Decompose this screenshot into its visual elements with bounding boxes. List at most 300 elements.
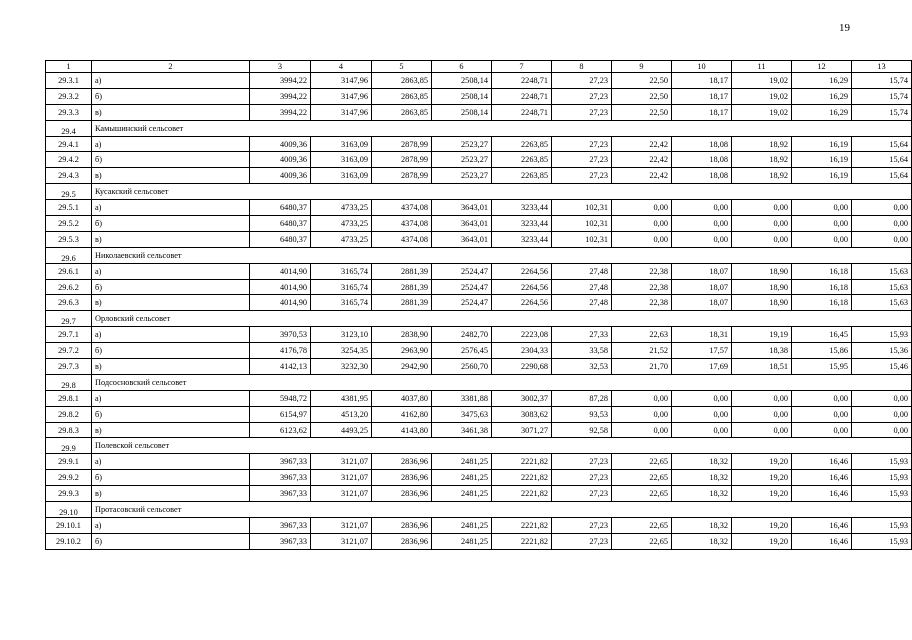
value-cell: 4493,25	[311, 422, 372, 438]
row-code: 29.9.2	[46, 470, 92, 486]
value-cell: 2863,85	[372, 73, 432, 89]
value-cell: 27,23	[552, 73, 612, 89]
row-label: б)	[92, 343, 250, 359]
value-cell: 19,02	[732, 88, 792, 104]
value-cell: 19,20	[732, 517, 792, 533]
section-blank	[250, 502, 912, 518]
value-cell: 3071,27	[492, 422, 552, 438]
value-cell: 22,42	[612, 152, 672, 168]
section-code: 29.6	[46, 247, 92, 263]
value-cell: 3643,01	[432, 200, 492, 216]
value-cell: 2304,33	[492, 343, 552, 359]
value-cell: 16,19	[792, 152, 852, 168]
row-code: 29.6.3	[46, 295, 92, 311]
row-label: в)	[92, 231, 250, 247]
value-cell: 2836,96	[372, 486, 432, 502]
table-body	[46, 61, 912, 550]
value-cell: 27,23	[552, 136, 612, 152]
row-code: 29.6.2	[46, 279, 92, 295]
section-title: Подсосновский сельсовет	[92, 374, 250, 390]
value-cell: 0,00	[732, 422, 792, 438]
section-row	[46, 438, 912, 454]
value-cell: 18,17	[672, 88, 732, 104]
value-cell: 3994,22	[250, 104, 311, 120]
row-label: а)	[92, 517, 250, 533]
value-cell: 0,00	[732, 200, 792, 216]
value-cell: 2881,39	[372, 263, 432, 279]
section-title: Орловский сельсовет	[92, 311, 250, 327]
value-cell: 3967,33	[250, 486, 311, 502]
value-cell: 2223,08	[492, 327, 552, 343]
value-cell: 22,65	[612, 533, 672, 549]
value-cell: 0,00	[732, 406, 792, 422]
value-cell: 2482,70	[432, 327, 492, 343]
value-cell: 27,23	[552, 88, 612, 104]
value-cell: 0,00	[852, 231, 912, 247]
value-cell: 2221,82	[492, 486, 552, 502]
section-title: Камышинский сельсовет	[92, 120, 250, 136]
value-cell: 16,19	[792, 136, 852, 152]
value-cell: 18,08	[672, 168, 732, 184]
value-cell: 15,74	[852, 104, 912, 120]
value-cell: 22,50	[612, 88, 672, 104]
value-cell: 18,07	[672, 263, 732, 279]
value-cell: 4374,08	[372, 200, 432, 216]
table-row	[46, 406, 912, 422]
value-cell: 0,00	[852, 406, 912, 422]
value-cell: 15,36	[852, 343, 912, 359]
value-cell: 3967,33	[250, 533, 311, 549]
table-row	[46, 470, 912, 486]
row-code: 29.3.1	[46, 73, 92, 89]
row-label: б)	[92, 88, 250, 104]
value-cell: 3147,96	[311, 73, 372, 89]
value-cell: 3254,35	[311, 343, 372, 359]
value-cell: 4162,80	[372, 406, 432, 422]
column-header: 13	[852, 61, 912, 73]
value-cell: 27,48	[552, 263, 612, 279]
section-row	[46, 247, 912, 263]
section-blank	[250, 438, 912, 454]
value-cell: 4009,36	[250, 168, 311, 184]
value-cell: 2481,25	[432, 533, 492, 549]
value-cell: 2523,27	[432, 152, 492, 168]
value-cell: 2836,96	[372, 470, 432, 486]
value-cell: 2863,85	[372, 104, 432, 120]
value-cell: 15,64	[852, 152, 912, 168]
table-row	[46, 216, 912, 232]
value-cell: 15,93	[852, 533, 912, 549]
row-label: а)	[92, 136, 250, 152]
value-cell: 15,86	[792, 343, 852, 359]
section-code: 29.8	[46, 374, 92, 390]
value-cell: 0,00	[792, 406, 852, 422]
value-cell: 16,19	[792, 168, 852, 184]
value-cell: 2560,70	[432, 359, 492, 375]
section-blank	[250, 247, 912, 263]
row-label: б)	[92, 470, 250, 486]
value-cell: 15,64	[852, 136, 912, 152]
value-cell: 4733,25	[311, 216, 372, 232]
column-header: 3	[250, 61, 311, 73]
value-cell: 5948,72	[250, 390, 311, 406]
value-cell: 16,45	[792, 327, 852, 343]
value-cell: 22,50	[612, 73, 672, 89]
section-row	[46, 374, 912, 390]
value-cell: 0,00	[612, 390, 672, 406]
value-cell: 22,65	[612, 470, 672, 486]
value-cell: 27,48	[552, 279, 612, 295]
value-cell: 16,46	[792, 517, 852, 533]
value-cell: 4381,95	[311, 390, 372, 406]
value-cell: 2221,82	[492, 454, 552, 470]
row-label: в)	[92, 422, 250, 438]
value-cell: 22,65	[612, 486, 672, 502]
value-cell: 2221,82	[492, 517, 552, 533]
row-label: а)	[92, 263, 250, 279]
value-cell: 3232,30	[311, 359, 372, 375]
row-label: б)	[92, 152, 250, 168]
value-cell: 18,38	[732, 343, 792, 359]
value-cell: 2508,14	[432, 104, 492, 120]
row-label: а)	[92, 200, 250, 216]
value-cell: 4142,13	[250, 359, 311, 375]
value-cell: 0,00	[732, 390, 792, 406]
value-cell: 2263,85	[492, 152, 552, 168]
value-cell: 22,63	[612, 327, 672, 343]
row-code: 29.5.3	[46, 231, 92, 247]
value-cell: 2248,71	[492, 73, 552, 89]
value-cell: 22,42	[612, 136, 672, 152]
column-header: 11	[732, 61, 792, 73]
value-cell: 18,07	[672, 295, 732, 311]
table-row	[46, 390, 912, 406]
section-code: 29.4	[46, 120, 92, 136]
value-cell: 0,00	[672, 390, 732, 406]
value-cell: 22,42	[612, 168, 672, 184]
value-cell: 16,46	[792, 454, 852, 470]
value-cell: 3233,44	[492, 200, 552, 216]
value-cell: 3165,74	[311, 279, 372, 295]
value-cell: 3121,07	[311, 486, 372, 502]
value-cell: 27,23	[552, 152, 612, 168]
value-cell: 2248,71	[492, 104, 552, 120]
value-cell: 2481,25	[432, 470, 492, 486]
section-row	[46, 502, 912, 518]
value-cell: 22,65	[612, 517, 672, 533]
value-cell: 2508,14	[432, 73, 492, 89]
value-cell: 2221,82	[492, 533, 552, 549]
value-cell: 15,64	[852, 168, 912, 184]
value-cell: 18,32	[672, 486, 732, 502]
value-cell: 18,92	[732, 168, 792, 184]
value-cell: 3643,01	[432, 216, 492, 232]
table-row	[46, 88, 912, 104]
value-cell: 2836,96	[372, 517, 432, 533]
value-cell: 18,92	[732, 152, 792, 168]
value-cell: 2836,96	[372, 454, 432, 470]
value-cell: 3121,07	[311, 517, 372, 533]
value-cell: 4733,25	[311, 231, 372, 247]
value-cell: 3475,63	[432, 406, 492, 422]
value-cell: 18,90	[732, 279, 792, 295]
value-cell: 3165,74	[311, 263, 372, 279]
value-cell: 4009,36	[250, 152, 311, 168]
value-cell: 87,28	[552, 390, 612, 406]
value-cell: 27,23	[552, 533, 612, 549]
value-cell: 6154,97	[250, 406, 311, 422]
value-cell: 2481,25	[432, 517, 492, 533]
column-header: 8	[552, 61, 612, 73]
value-cell: 22,50	[612, 104, 672, 120]
value-cell: 15,74	[852, 73, 912, 89]
value-cell: 2481,25	[432, 486, 492, 502]
value-cell: 15,93	[852, 486, 912, 502]
row-code: 29.3.3	[46, 104, 92, 120]
value-cell: 15,63	[852, 279, 912, 295]
section-row	[46, 184, 912, 200]
value-cell: 3121,07	[311, 454, 372, 470]
value-cell: 18,32	[672, 454, 732, 470]
value-cell: 2264,56	[492, 279, 552, 295]
value-cell: 2524,47	[432, 295, 492, 311]
value-cell: 16,29	[792, 73, 852, 89]
value-cell: 16,18	[792, 279, 852, 295]
value-cell: 0,00	[852, 422, 912, 438]
value-cell: 2263,85	[492, 168, 552, 184]
row-code: 29.3.2	[46, 88, 92, 104]
column-header: 5	[372, 61, 432, 73]
value-cell: 16,46	[792, 533, 852, 549]
value-cell: 18,07	[672, 279, 732, 295]
value-cell: 6123,62	[250, 422, 311, 438]
value-cell: 27,48	[552, 295, 612, 311]
value-cell: 2836,96	[372, 533, 432, 549]
value-cell: 3123,10	[311, 327, 372, 343]
section-blank	[250, 374, 912, 390]
value-cell: 2838,90	[372, 327, 432, 343]
value-cell: 2290,68	[492, 359, 552, 375]
value-cell: 2264,56	[492, 295, 552, 311]
value-cell: 18,17	[672, 104, 732, 120]
table-row	[46, 104, 912, 120]
value-cell: 102,31	[552, 231, 612, 247]
column-header: 6	[432, 61, 492, 73]
value-cell: 2523,27	[432, 168, 492, 184]
value-cell: 3233,44	[492, 231, 552, 247]
value-cell: 0,00	[732, 216, 792, 232]
row-label: а)	[92, 73, 250, 89]
value-cell: 18,31	[672, 327, 732, 343]
table-row	[46, 231, 912, 247]
column-header: 10	[672, 61, 732, 73]
value-cell: 15,93	[852, 517, 912, 533]
table-row	[46, 279, 912, 295]
row-code: 29.8.3	[46, 422, 92, 438]
row-label: в)	[92, 486, 250, 502]
value-cell: 16,18	[792, 295, 852, 311]
value-cell: 16,46	[792, 486, 852, 502]
table-row	[46, 422, 912, 438]
value-cell: 2863,85	[372, 88, 432, 104]
value-cell: 32,53	[552, 359, 612, 375]
row-code: 29.4.3	[46, 168, 92, 184]
value-cell: 0,00	[792, 200, 852, 216]
value-cell: 15,63	[852, 263, 912, 279]
row-label: б)	[92, 406, 250, 422]
value-cell: 3994,22	[250, 73, 311, 89]
row-label: в)	[92, 359, 250, 375]
value-cell: 18,92	[732, 136, 792, 152]
value-cell: 18,32	[672, 533, 732, 549]
value-cell: 3967,33	[250, 454, 311, 470]
value-cell: 2481,25	[432, 454, 492, 470]
row-label: б)	[92, 533, 250, 549]
column-header: 1	[46, 61, 92, 73]
value-cell: 22,38	[612, 295, 672, 311]
column-header: 7	[492, 61, 552, 73]
value-cell: 3002,37	[492, 390, 552, 406]
table-row	[46, 533, 912, 549]
value-cell: 3970,53	[250, 327, 311, 343]
value-cell: 22,38	[612, 263, 672, 279]
value-cell: 2263,85	[492, 136, 552, 152]
table-row	[46, 152, 912, 168]
value-cell: 4014,90	[250, 295, 311, 311]
value-cell: 2878,99	[372, 152, 432, 168]
value-cell: 6480,37	[250, 200, 311, 216]
value-cell: 2963,90	[372, 343, 432, 359]
value-cell: 0,00	[612, 216, 672, 232]
value-cell: 0,00	[612, 200, 672, 216]
table-row	[46, 200, 912, 216]
value-cell: 0,00	[672, 216, 732, 232]
table-row	[46, 517, 912, 533]
value-cell: 6480,37	[250, 216, 311, 232]
section-blank	[250, 311, 912, 327]
row-label: а)	[92, 390, 250, 406]
value-cell: 3461,38	[432, 422, 492, 438]
table-row	[46, 263, 912, 279]
value-cell: 2524,47	[432, 263, 492, 279]
value-cell: 19,20	[732, 470, 792, 486]
value-cell: 93,53	[552, 406, 612, 422]
section-title: Кусакский сельсовет	[92, 184, 250, 200]
row-code: 29.8.2	[46, 406, 92, 422]
value-cell: 19,20	[732, 454, 792, 470]
table-row	[46, 73, 912, 89]
value-cell: 3121,07	[311, 470, 372, 486]
row-label: в)	[92, 295, 250, 311]
row-code: 29.5.2	[46, 216, 92, 232]
row-label: б)	[92, 216, 250, 232]
value-cell: 15,93	[852, 327, 912, 343]
row-code: 29.5.1	[46, 200, 92, 216]
table-row	[46, 327, 912, 343]
section-code: 29.10	[46, 502, 92, 518]
value-cell: 27,33	[552, 327, 612, 343]
value-cell: 19,19	[732, 327, 792, 343]
value-cell: 16,46	[792, 470, 852, 486]
value-cell: 3083,62	[492, 406, 552, 422]
row-label: а)	[92, 327, 250, 343]
value-cell: 33,58	[552, 343, 612, 359]
value-cell: 21,70	[612, 359, 672, 375]
row-code: 29.7.2	[46, 343, 92, 359]
section-title: Протасовский сельсовет	[92, 502, 250, 518]
row-label: в)	[92, 104, 250, 120]
value-cell: 15,63	[852, 295, 912, 311]
row-code: 29.7.3	[46, 359, 92, 375]
column-header: 9	[612, 61, 672, 73]
value-cell: 3121,07	[311, 533, 372, 549]
row-code: 29.7.1	[46, 327, 92, 343]
value-cell: 22,38	[612, 279, 672, 295]
value-cell: 0,00	[672, 406, 732, 422]
value-cell: 0,00	[672, 231, 732, 247]
value-cell: 27,23	[552, 104, 612, 120]
value-cell: 16,18	[792, 263, 852, 279]
column-header: 4	[311, 61, 372, 73]
value-cell: 18,90	[732, 295, 792, 311]
row-code: 29.4.1	[46, 136, 92, 152]
value-cell: 16,29	[792, 104, 852, 120]
value-cell: 19,20	[732, 533, 792, 549]
value-cell: 4014,90	[250, 263, 311, 279]
value-cell: 4014,90	[250, 279, 311, 295]
value-cell: 3643,01	[432, 231, 492, 247]
value-cell: 2508,14	[432, 88, 492, 104]
value-cell: 4037,80	[372, 390, 432, 406]
row-label: а)	[92, 454, 250, 470]
value-cell: 2942,90	[372, 359, 432, 375]
value-cell: 18,51	[732, 359, 792, 375]
value-cell: 18,32	[672, 517, 732, 533]
value-cell: 27,23	[552, 470, 612, 486]
row-code: 29.8.1	[46, 390, 92, 406]
row-code: 29.10.2	[46, 533, 92, 549]
value-cell: 15,95	[792, 359, 852, 375]
value-cell: 22,65	[612, 454, 672, 470]
value-cell: 0,00	[612, 231, 672, 247]
section-title: Полевской сельсовет	[92, 438, 250, 454]
value-cell: 4733,25	[311, 200, 372, 216]
value-cell: 18,08	[672, 152, 732, 168]
value-cell: 2878,99	[372, 168, 432, 184]
section-blank	[250, 184, 912, 200]
value-cell: 21,52	[612, 343, 672, 359]
value-cell: 0,00	[792, 390, 852, 406]
value-cell: 0,00	[672, 422, 732, 438]
row-label: б)	[92, 279, 250, 295]
value-cell: 3163,09	[311, 136, 372, 152]
value-cell: 0,00	[612, 406, 672, 422]
column-header: 12	[792, 61, 852, 73]
value-cell: 27,23	[552, 486, 612, 502]
column-header: 2	[92, 61, 250, 73]
value-cell: 2878,99	[372, 136, 432, 152]
value-cell: 2264,56	[492, 263, 552, 279]
value-cell: 3994,22	[250, 88, 311, 104]
value-cell: 19,02	[732, 104, 792, 120]
value-cell: 102,31	[552, 200, 612, 216]
value-cell: 17,57	[672, 343, 732, 359]
value-cell: 15,74	[852, 88, 912, 104]
table-row	[46, 486, 912, 502]
section-title: Николаевский сельсовет	[92, 247, 250, 263]
row-code: 29.4.2	[46, 152, 92, 168]
value-cell: 3381,88	[432, 390, 492, 406]
